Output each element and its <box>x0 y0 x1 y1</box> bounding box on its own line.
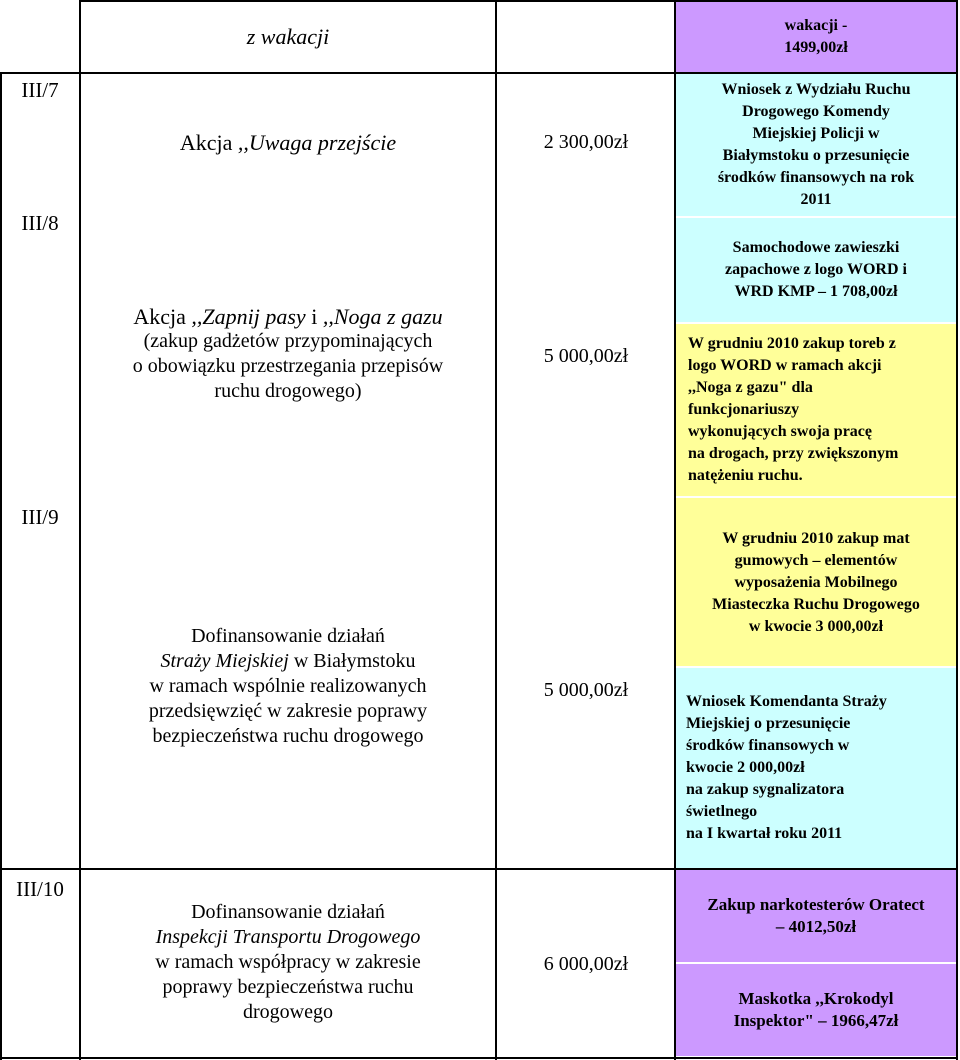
iii-9-description: Dofinansowanie działań Straży Miejskiej w Białymstoku w ramach wspólnie realizowanych przedsięwzięć w zakresie poprawy bezpieczeństwa ruchu drogowego <box>148 624 428 747</box>
iii-8-amount: 5 000,00zł <box>543 344 629 367</box>
grid-line <box>79 0 81 1060</box>
row0-desc: z wakacji <box>246 23 330 49</box>
row0-note-line2: 1499,00zł <box>784 39 848 56</box>
row0-note-line1: wakacji - <box>784 17 848 34</box>
grid-line <box>674 0 676 1060</box>
iii-8-note-yellow: W grudniu 2010 zakup toreb z logo WORD w ramach akcji ,,Noga z gazu" dla funkcjonariuszy wykonujących swoja pracę na drogach, przy zwiększonym natężeniu ruchu. <box>676 324 956 496</box>
iii-7-note: Wniosek z Wydziału Ruchu Drogowego Komendy Miejskiej Policji w Białymstoku o przesunięcie środków finansowych na rok 2011 <box>676 74 956 216</box>
iii-10-amount: 6 000,00zł <box>543 952 629 975</box>
grid-line <box>956 0 958 1060</box>
iii-8-note-cyan: Samochodowe zawieszki zapachowe z logo WORD i WRD KMP – 1 708,00zł <box>676 218 956 322</box>
grid-line <box>79 0 958 2</box>
grid-line <box>0 1057 958 1059</box>
iii-9-note-cyan: Wniosek Komendanta Straży Miejskiej o przesunięcie środków finansowych w kwocie 2 000,00zł na zakup sygnalizatora świetlnego na I kwartał roku 2011 <box>676 668 956 868</box>
row-number-iii-9: III/9 <box>21 505 59 529</box>
grid-line <box>0 868 958 870</box>
iii-10-note-purple-2: Maskotka ,,Krokodyl Inspektor" – 1966,47zł <box>676 964 956 1056</box>
row-number-iii-8: III/8 <box>21 211 59 235</box>
iii-8-description: Akcja ,,Zapnij pasy i ,,Noga z gazu (zakup gadżetów przypominających o obowiązku przestrzegania przepisów ruchu drogowego) <box>132 304 444 402</box>
row0-note-cell <box>676 2 956 72</box>
iii-7-amount: 2 300,00zł <box>543 130 629 153</box>
iii-9-note-yellow: W grudniu 2010 zakup mat gumowych – elementów wyposażenia Mobilnego Miasteczka Ruchu Drogowego w kwocie 3 000,00zł <box>676 498 956 666</box>
iii-9-amount: 5 000,00zł <box>543 678 629 701</box>
row-number-iii-7: III/7 <box>21 78 59 102</box>
iii-7-description: Akcja ,,Uwaga przejście <box>179 129 397 155</box>
grid-line <box>0 72 2 1060</box>
row-number-iii-10: III/10 <box>16 877 64 901</box>
grid-line <box>0 72 958 74</box>
grid-line <box>495 0 497 1060</box>
row0-desc-cell <box>80 0 496 72</box>
iii-10-note-purple-1: Zakup narkotesterów Oratect – 4012,50zł <box>676 870 956 962</box>
iii-10-description: Dofinansowanie działań Inspekcji Transportu Drogowego w ramach współpracy w zakresie poprawy bezpieczeństwa ruchu drogowego <box>155 900 421 1023</box>
